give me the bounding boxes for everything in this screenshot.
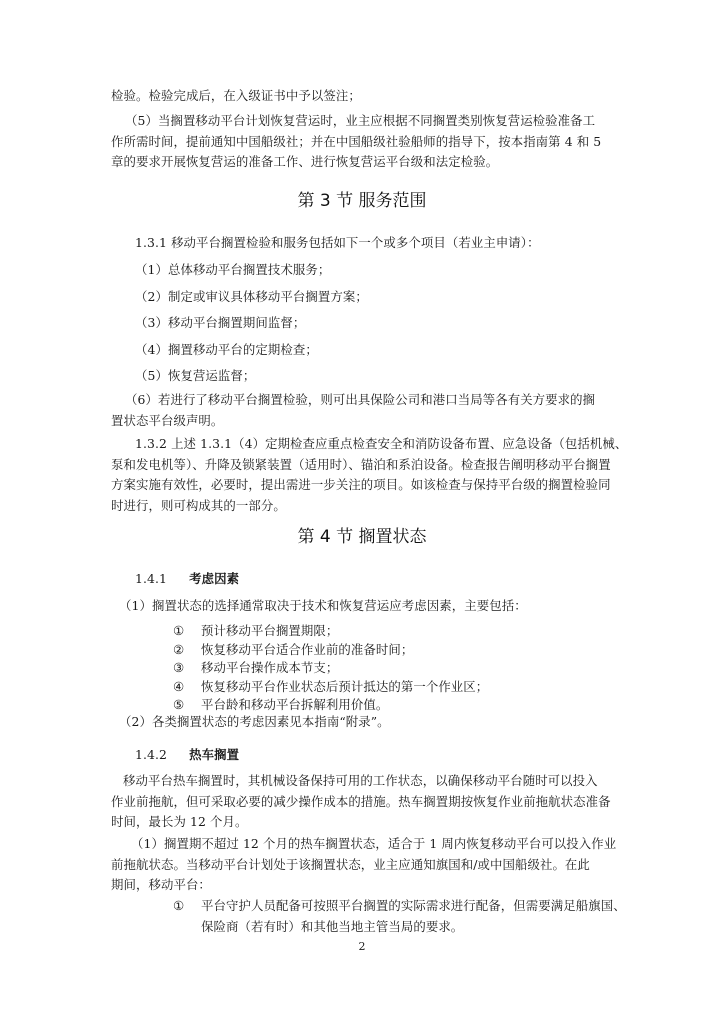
- section-4-title: 第 4 节 搁置状态: [297, 527, 427, 547]
- clause-1-3-2: [111, 434, 627, 516]
- text-line: 期间，移动平台：: [111, 877, 211, 892]
- service-list: [111, 260, 627, 393]
- hot-layup-item-1: [111, 834, 627, 896]
- list-item: （3）移动平台搁置期间监督；: [135, 315, 306, 330]
- page-number: 2: [358, 940, 366, 953]
- item-5-paragraph: [111, 111, 627, 173]
- list-item: （1）总体移动平台搁置技术服务；: [135, 262, 331, 277]
- heading-title: 考虑因素: [189, 571, 240, 586]
- heading-1-4-2: [111, 745, 627, 766]
- factors-intro: [111, 596, 627, 617]
- text-line: 1.3.1 移动平台搁置检验和服务包括如下一个或多个项目（若业主申请）：: [135, 235, 540, 250]
- text-line: 前拖航状态。当移动平台计划处于该搁置状态，业主应通知旗国和/或中国船级社。在此: [111, 856, 590, 872]
- heading-number: 1.4.1: [135, 571, 168, 586]
- heading-number: 1.4.2: [135, 747, 168, 762]
- heading-line: [111, 569, 627, 590]
- text-line: （6）若进行了移动平台搁置检验，则可出具保险公司和港口当局等各有关方要求的搁: [125, 392, 596, 407]
- text-line: （1）搁置状态的选择通常取决于技术和恢复营运应考虑因素，主要包括：: [119, 598, 527, 613]
- heading-title: 热车搁置: [189, 747, 240, 762]
- text-line: 保险商（若有时）和其他当地主管当局的要求。: [201, 918, 464, 934]
- heading-1-4-1: [111, 569, 627, 590]
- list-item-text: 恢复移动平台作业状态后预计抵达的第一个作业区；: [201, 678, 489, 694]
- text-line: 方案实施有效性，必要时，提出需进一步关注的项目。如该检查与保持平台级的搁置检验同: [111, 477, 611, 492]
- list-marker: ④: [173, 678, 185, 694]
- intro-paragraph: [111, 86, 627, 107]
- list-item: [111, 640, 627, 659]
- text-line: 泵和发电机等）、升降及锁紧装置（适用时）、锚泊和系泊设备。检查报告阐明移动平台搁置: [111, 456, 611, 472]
- section-3-title: 第 3 节 服务范围: [297, 191, 427, 211]
- list-item: [111, 658, 627, 677]
- list-marker: ①: [173, 898, 185, 913]
- text-line: 作业前拖航，但可采取必要的减少操作成本的措施。热车搁置期按恢复作业前拖航状态准备: [111, 793, 611, 809]
- factor-list: [111, 621, 627, 714]
- list-marker: ②: [173, 641, 185, 657]
- list-item: [111, 695, 627, 714]
- list-item: （2）制定或审议具体移动平台搁置方案；: [135, 288, 368, 304]
- text-line: 作所需时间，提前通知中国船级社；并在中国船级社验船师的指导下，按本指南第 4 和 5: [111, 133, 602, 149]
- text-line: 时进行，则可构成其的一部分。: [111, 497, 286, 513]
- text-line: 时间，最长为 12 个月。: [111, 814, 248, 829]
- list-item-text: 平台龄和移动平台拆解利用价值。: [201, 697, 389, 712]
- list-item: [111, 621, 627, 640]
- text-line: （1）搁置期不超过 12 个月的热车搁置状态，适合于 1 周内恢复移动平台可以投入作业: [131, 836, 617, 851]
- list-marker: ⑤: [173, 697, 185, 712]
- text-line: （5）当搁置移动平台计划恢复营运时，业主应根据不同搁置类别恢复营运检验准备工: [125, 113, 596, 128]
- list-marker: ③: [173, 660, 185, 675]
- text-line: 检验。检验完成后，在入级证书中予以签注；: [111, 88, 361, 103]
- hot-layup-sub-item-1: [111, 896, 627, 937]
- text-line: 移动平台热车搁置时，其机械设备保持可用的工作状态，以确保移动平台随时可以投入: [123, 773, 598, 788]
- list-item-text: 移动平台操作成本节支；: [201, 660, 339, 675]
- text-line: 章的要求开展恢复营运的准备工作、进行恢复营运平台级和法定检验。: [111, 154, 499, 169]
- item-6-paragraph: [111, 390, 627, 431]
- factors-appendix-note: [111, 712, 627, 733]
- list-item: （5）恢复营运监督；: [135, 368, 256, 383]
- text-line: 置状态平台级声明。: [111, 412, 224, 428]
- list-item: （4）搁置移动平台的定期检查；: [135, 341, 318, 357]
- list-marker: ①: [173, 623, 185, 638]
- heading-line: [111, 745, 627, 766]
- list-item-text: 平台守护人员配备可按照平台搁置的实际需求进行配备，但需要满足船旗国、: [201, 898, 626, 913]
- hot-layup-paragraph: [111, 771, 627, 833]
- list-item: [111, 896, 627, 917]
- clause-1-3-1: [111, 233, 627, 254]
- list-item-text: 恢复移动平台适合作业前的准备时间；: [201, 641, 414, 657]
- text-line: 1.3.2 上述 1.3.1（4）定期检查应重点检查安全和消防设备布置、应急设备（包括机械、: [135, 436, 628, 451]
- list-item-text: 预计移动平台搁置期限；: [201, 623, 339, 638]
- list-item: [111, 677, 627, 696]
- text-line: （2）各类搁置状态的考虑因素见本指南“附录”。: [119, 714, 390, 729]
